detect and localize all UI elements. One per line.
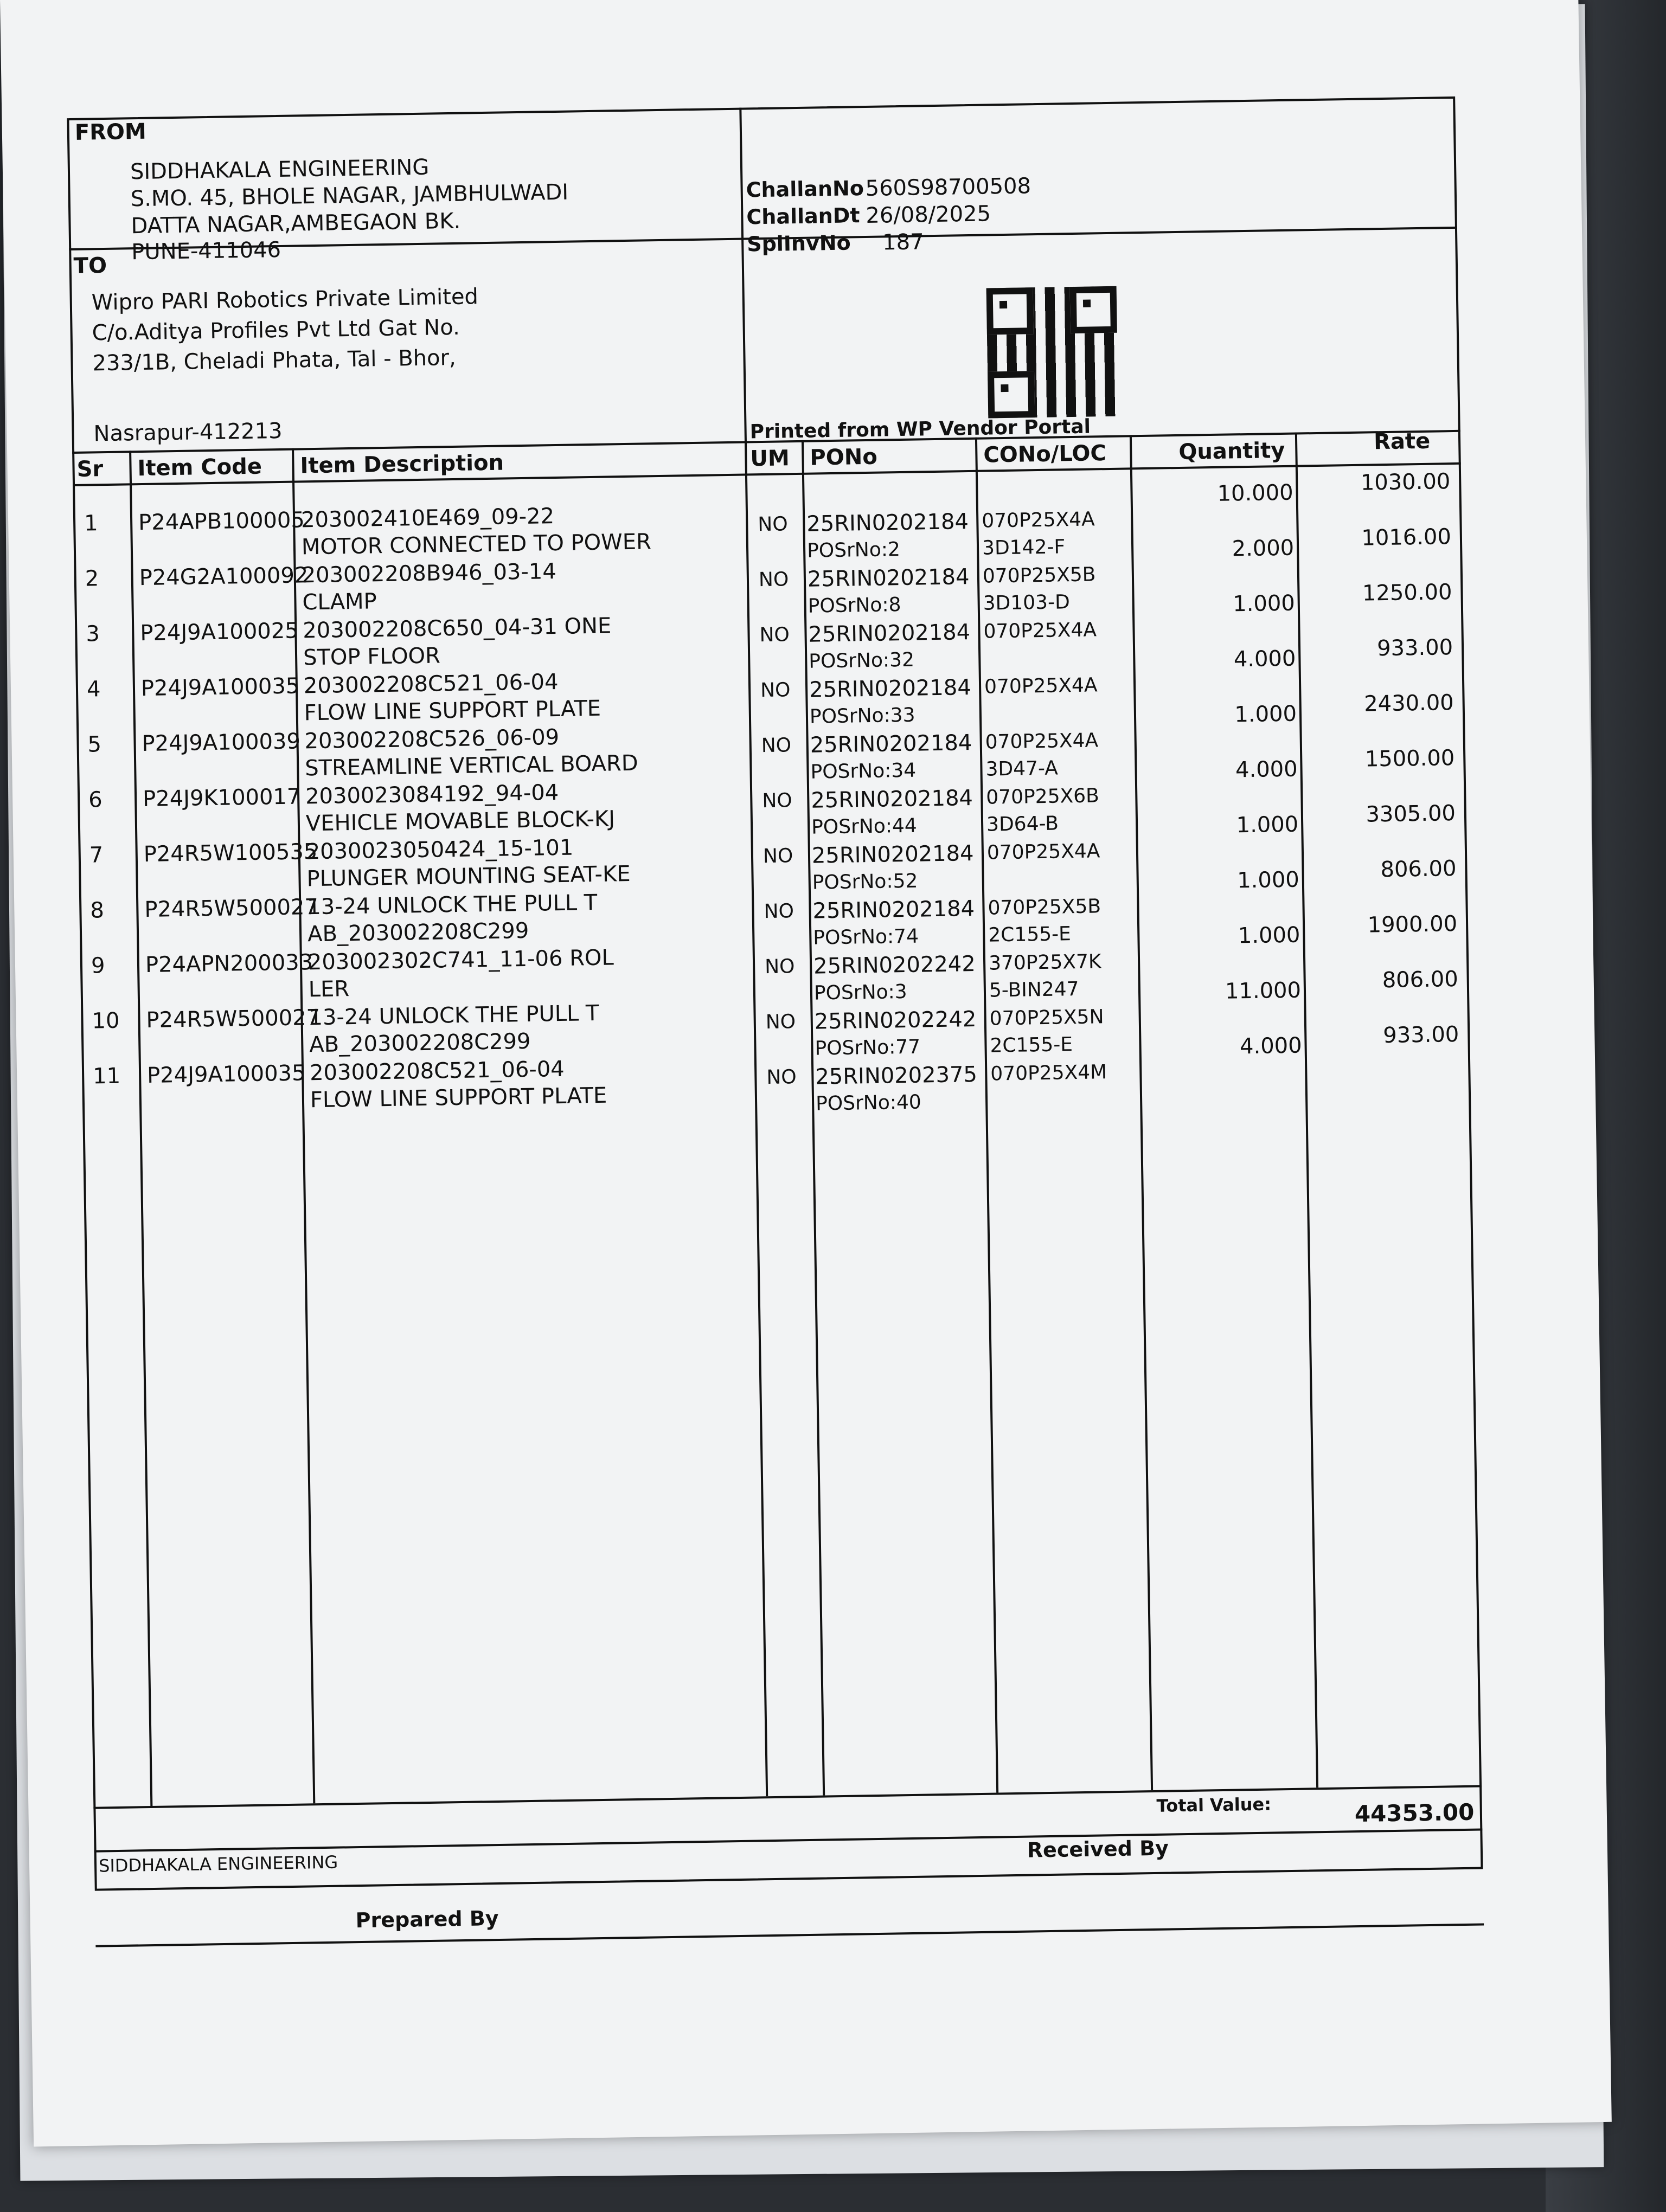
row-quantity: 1.000 <box>1236 812 1299 838</box>
row-quantity: 4.000 <box>1239 1033 1302 1059</box>
row-description-line: CLAMP <box>302 589 377 615</box>
row-description-line: 203002208C526_06-09 <box>304 724 560 754</box>
row-um: NO <box>762 845 793 868</box>
row-sr: 7 <box>89 843 104 868</box>
row-item-code: P24J9K100017 <box>142 784 301 812</box>
challan-date-value: 26/08/2025 <box>866 201 991 228</box>
row-description-line: 203002410E469_09-22 <box>300 504 555 533</box>
row-description-line: STOP FLOOR <box>303 643 441 671</box>
row-quantity: 10.000 <box>1217 480 1293 506</box>
row-um: NO <box>758 513 788 536</box>
row-po-serial: POSrNo:33 <box>809 704 915 728</box>
table-row <box>81 1021 1471 1165</box>
footer-company-name: SIDDHAKALA ENGINEERING <box>98 1851 338 1876</box>
row-rate: 1030.00 <box>1360 469 1451 496</box>
row-rate: 3305.00 <box>1366 801 1456 827</box>
column-header-cono-loc: CONo/LOC <box>983 441 1107 468</box>
row-description-line: PLUNGER MOUNTING SEAT-KE <box>306 861 631 892</box>
row-co-number: 070P25X5B <box>988 895 1101 919</box>
row-po-serial: POSrNo:44 <box>811 814 918 839</box>
row-sr: 1 <box>84 511 98 536</box>
column-header-um: UM <box>750 446 790 472</box>
row-rate: 1900.00 <box>1367 911 1458 938</box>
row-po-number: 25RIN0202184 <box>811 786 973 813</box>
row-po-number: 25RIN0202242 <box>813 951 976 979</box>
row-sr: 11 <box>92 1063 121 1089</box>
row-co-number: 070P25X4A <box>981 508 1095 532</box>
row-quantity: 1.000 <box>1236 867 1300 893</box>
row-description-line: FLOW LINE SUPPORT PLATE <box>304 696 601 726</box>
row-rate: 933.00 <box>1382 1021 1459 1049</box>
row-rate: 933.00 <box>1376 635 1453 661</box>
row-location: 3D142-F <box>982 536 1066 560</box>
challan-no-value: 560S98700508 <box>865 173 1031 201</box>
row-po-serial: POSrNo:34 <box>810 759 917 783</box>
row-co-number: 070P25X5N <box>989 1006 1104 1030</box>
row-description-line: AB_203002208C299 <box>309 1028 531 1058</box>
row-um: NO <box>764 900 794 923</box>
row-description-line: 203002208C521_06-04 <box>303 669 559 699</box>
row-po-number: 25RIN0202184 <box>809 675 972 703</box>
row-po-serial: POSrNo:40 <box>815 1091 922 1115</box>
from-company-name: SIDDHAKALA ENGINEERING <box>130 155 430 185</box>
row-item-code: P24APB100005 <box>138 507 305 536</box>
column-header-quantity: Quantity <box>1178 438 1285 465</box>
challan-sheet <box>67 97 1485 2016</box>
row-po-serial: POSrNo:74 <box>813 925 919 949</box>
row-sr: 8 <box>90 898 105 923</box>
row-po-serial: POSrNo:52 <box>812 870 918 894</box>
row-rate: 2430.00 <box>1363 690 1454 717</box>
row-item-code: P24J9A100035 <box>146 1060 306 1088</box>
row-description-line: MOTOR CONNECTED TO POWER <box>301 529 652 560</box>
prepared-by-label: Prepared By <box>355 1906 499 1933</box>
row-rate: 1250.00 <box>1362 580 1452 606</box>
to-company-name: Wipro PARI Robotics Private Limited <box>91 284 479 316</box>
row-item-code: P24J9A100039 <box>142 729 301 757</box>
to-address-line: C/o.Aditya Profiles Pvt Ltd Gat No. <box>92 314 460 346</box>
spl-inv-no-label: SplInvNo <box>746 230 851 256</box>
row-description-line: 203002208C650_04-31 ONE <box>302 613 612 644</box>
row-po-number: 25RIN0202184 <box>812 896 975 924</box>
row-po-number: 25RIN0202375 <box>815 1062 978 1090</box>
row-quantity: 1.000 <box>1232 590 1296 617</box>
row-co-number: 070P25X4A <box>984 674 1098 698</box>
row-location: 2C155-E <box>990 1033 1073 1057</box>
to-label: TO <box>73 253 107 279</box>
row-description-line: 203002208C521_06-04 <box>309 1056 565 1086</box>
column-header-rate: Rate <box>1373 428 1431 455</box>
row-sr: 10 <box>92 1008 120 1034</box>
row-location: 3D103-D <box>983 591 1071 615</box>
total-value-amount: 44353.00 <box>1354 1798 1475 1828</box>
row-po-serial: POSrNo:77 <box>815 1036 921 1060</box>
row-po-serial: POSrNo:2 <box>806 538 901 562</box>
to-address-line: 233/1B, Cheladi Phata, Tal - Bhor, <box>92 345 457 376</box>
challan-no-label: ChallanNo <box>746 176 864 202</box>
row-location: 3D64-B <box>986 812 1059 836</box>
row-rate: 1016.00 <box>1361 524 1452 551</box>
row-location: 2C155-E <box>988 923 1072 947</box>
row-um: NO <box>761 734 792 757</box>
row-description-line: STREAMLINE VERTICAL BOARD <box>304 750 638 781</box>
row-po-number: 25RIN0202184 <box>811 840 974 869</box>
row-quantity: 11.000 <box>1225 978 1302 1004</box>
row-item-code: P24J9A100025 <box>140 618 299 646</box>
from-address-line: DATTA NAGAR,AMBEGAON BK. <box>131 208 461 239</box>
row-item-code: P24R5W100535 <box>143 839 318 867</box>
qr-code-icon <box>986 286 1119 419</box>
row-description-line: 13-24 UNLOCK THE PULL T <box>309 1000 599 1031</box>
row-item-code: P24R5W500027 <box>146 1005 321 1033</box>
row-um: NO <box>764 955 795 979</box>
row-um: NO <box>766 1066 797 1089</box>
row-po-number: 25RIN0202184 <box>807 564 970 592</box>
row-rate: 806.00 <box>1382 966 1459 993</box>
row-description-line: LER <box>308 976 350 1002</box>
row-quantity: 4.000 <box>1233 646 1296 672</box>
row-co-number: 070P25X4M <box>990 1061 1107 1085</box>
total-value-label: Total Value: <box>1156 1793 1272 1816</box>
row-description-line: FLOW LINE SUPPORT PLATE <box>310 1083 607 1113</box>
row-po-number: 25RIN0202184 <box>806 509 969 537</box>
row-rate: 1500.00 <box>1364 745 1455 772</box>
row-description-line: 2030023084192_94-04 <box>305 780 559 809</box>
row-quantity: 4.000 <box>1235 756 1298 783</box>
row-item-code: P24G2A100092 <box>139 563 309 591</box>
row-co-number: 070P25X4A <box>985 729 1099 754</box>
row-location: 3D47-A <box>985 757 1059 781</box>
from-address-line: S.MO. 45, BHOLE NAGAR, JAMBHULWADI <box>130 179 569 212</box>
row-sr: 6 <box>88 787 103 813</box>
row-sr: 4 <box>86 677 101 702</box>
row-po-number: 25RIN0202184 <box>810 730 972 758</box>
row-description-line: 203002208B946_03-14 <box>302 559 557 588</box>
from-label: FROM <box>74 119 147 145</box>
row-quantity: 1.000 <box>1234 701 1297 728</box>
to-address-line: Nasrapur-412213 <box>93 418 283 447</box>
row-um: NO <box>765 1011 796 1034</box>
row-quantity: 2.000 <box>1232 535 1295 562</box>
row-po-number: 25RIN0202184 <box>808 620 971 647</box>
column-header-item-code: Item Code <box>137 454 262 481</box>
row-item-code: P24APN200033 <box>145 950 313 978</box>
row-sr: 3 <box>86 621 100 647</box>
challan-date-label: ChallanDt <box>746 203 860 229</box>
row-co-number: 070P25X4A <box>983 619 1097 643</box>
printed-from-note: Printed from WP Vendor Portal <box>749 415 1091 443</box>
row-quantity: 1.000 <box>1238 922 1300 949</box>
row-co-number: 070P25X6B <box>986 785 1100 809</box>
row-location: 5-BIN247 <box>989 978 1079 1002</box>
row-description-line: AB_203002208C299 <box>307 918 529 947</box>
row-item-code: P24J9A100035 <box>140 673 300 702</box>
row-po-serial: POSrNo:8 <box>808 594 901 618</box>
row-po-serial: POSrNo:32 <box>809 648 915 673</box>
row-um: NO <box>759 623 790 647</box>
row-sr: 5 <box>87 732 102 757</box>
row-um: NO <box>762 789 792 813</box>
row-um: NO <box>758 568 789 591</box>
row-po-serial: POSrNo:3 <box>813 980 907 1005</box>
row-description-line: 13-24 UNLOCK THE PULL T <box>306 890 598 920</box>
row-description-line: 203002302C741_11-06 ROL <box>307 945 614 975</box>
row-um: NO <box>760 679 791 702</box>
row-co-number: 070P25X5B <box>982 563 1096 588</box>
row-sr: 2 <box>85 566 99 591</box>
column-header-item-description: Item Description <box>300 450 504 479</box>
row-description-line: VEHICLE MOVABLE BLOCK-KJ <box>305 806 616 837</box>
from-address-line: PUNE-411046 <box>131 237 281 265</box>
row-po-number: 25RIN0202242 <box>814 1006 977 1034</box>
footer-bottom-line <box>95 1923 1484 1947</box>
row-co-number: 070P25X4A <box>986 840 1100 864</box>
row-co-number: 370P25X7K <box>988 950 1101 975</box>
row-rate: 806.00 <box>1380 856 1457 883</box>
received-by-label: Received By <box>1027 1836 1169 1862</box>
spl-inv-no-value: 187 <box>882 229 924 255</box>
column-header-sr: Sr <box>76 456 104 482</box>
row-sr: 9 <box>91 953 105 979</box>
column-header-pono: PONo <box>810 444 878 471</box>
row-item-code: P24R5W500027 <box>144 894 319 923</box>
row-description-line: 2030023050424_15-101 <box>306 835 574 865</box>
